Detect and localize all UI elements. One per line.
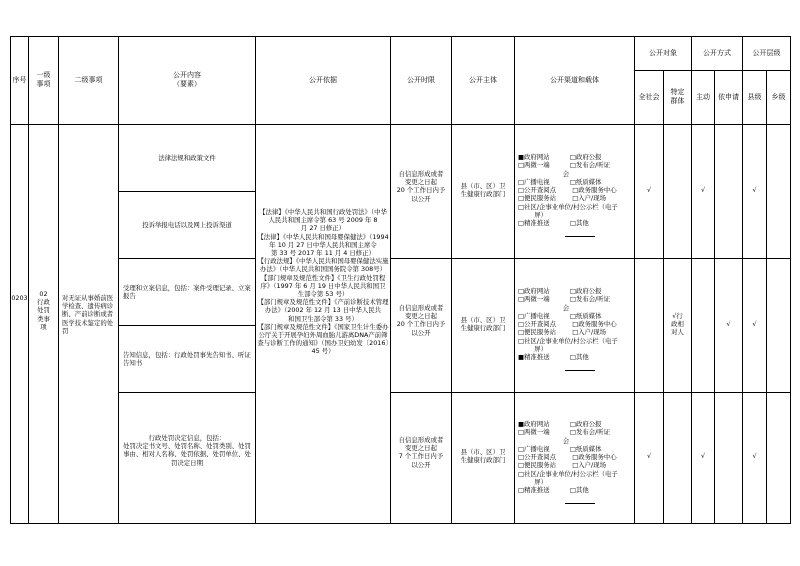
header-method-request-label: 依申请 — [718, 93, 739, 101]
header-target-label: 公开对象 — [649, 49, 677, 57]
group-b-method-active-cell — [691, 258, 715, 393]
group-b-underline — [565, 370, 595, 371]
group-b-target-specific: √行 政相 对人 — [671, 312, 684, 337]
header-method-label: 公开方式 — [703, 49, 731, 57]
header-basis-label: 公开依据 — [309, 76, 337, 84]
header-target-all-label: 全社会 — [638, 93, 660, 101]
group-b-target-all-cell — [634, 258, 664, 393]
content-text-2: 投诉举报电话以及网上投诉渠道 — [142, 221, 232, 229]
group-c-underline — [565, 503, 595, 504]
content-text-3: 受理和立案信息，包括：案件受理记录、立案报告 — [123, 284, 251, 301]
group-c-channels: ■政府网站 □政府公报 □两微一端 □发布会/听证 会 □广播电视 □纸质媒体 □公开查阅点 □政务服务中心 □便民服务站 □入户/现场 □社区/企事业单位/村公示栏（电子 屏） □精准推送 □其他 — [518, 420, 618, 495]
content-text-1: 法律法规和政策文件 — [158, 154, 216, 162]
header-level-county-label: 县级 — [747, 93, 762, 101]
group-c-target-specific-cell — [663, 392, 692, 524]
group-b-level-township-cell — [766, 258, 791, 393]
row-seq-cell — [10, 124, 29, 524]
header-channel-label: 公开渠道和载体 — [550, 76, 599, 84]
header-level2-label: 二级事项 — [74, 76, 103, 84]
group-a-level-county: √ — [752, 186, 757, 194]
group-b-time: 自信息形成或者 变更之日起 20 个工作日内予 以公开 — [396, 304, 446, 337]
group-a-method-active: √ — [700, 186, 706, 194]
group-c-target-all: √ — [646, 452, 652, 460]
header-target-specific-label: 特定 群体 — [670, 88, 685, 105]
group-a-subject: 县（市、区）卫 生健康行政部门 — [460, 182, 506, 199]
group-b-method-request: √ — [726, 320, 731, 328]
group-a-target-all: √ — [646, 186, 652, 194]
header-subject-label: 公开主体 — [469, 76, 497, 84]
group-c-level-township-cell — [766, 392, 791, 524]
header-level-label: 公开层级 — [752, 49, 781, 57]
group-a-time: 自信息形成或者 变更之日起 20 个工作日内予 以公开 — [396, 170, 446, 203]
group-c-subject: 县（市、区）卫 生健康行政部门 — [460, 448, 506, 465]
header-time-label: 公开时限 — [407, 76, 435, 84]
group-a-method-request-cell — [714, 124, 743, 259]
content-text-5: 行政处罚决定信息，包括： 处罚决定书文号、处罚名称、处罚类别、处罚事由、相对人名称、处罚依据、处罚单位、处罚决定日期 — [123, 434, 251, 467]
group-c-time: 自信息形成或者 变更之日起 7 个工作日内予 以公开 — [398, 436, 444, 469]
header-method-active-label: 主动 — [696, 93, 710, 101]
group-c-level-county: √ — [752, 452, 757, 460]
disclosure-table — [10, 36, 791, 524]
header-level1-label: 一级 事项 — [36, 71, 51, 88]
row-basis: 【法律】《中华人民共和国行政处罚法》（中华人民共和国主席令第 63 号 2009 年 8 月 27 日修正） 【法律】《中华人民共和国母婴保健法》（1994 年 10 月 27 日中华人民共和国主席令 第 33 号 2017 年 11 月 4 日修正） 【行政法规】《中华人民共和国母婴保健法实施办法》（中华人民共和国国务院令第 308号） 【部门规章及规范性文件】《卫生行政处罚程序》（1997 年 6 月 19 日中华人民共和国卫 生部令第 53 号） 【部门规章及规范性文件】《产前诊断技术管理办法》（2002 年 12 月 13 日中华人民共 和国卫生部令第 33 号） 【部门规章及规范性文件】《国家卫生计生委办公厅关于开展孕妇外周血胎儿游离DNA产前筛查与诊断工作的通知》（国办卫妇幼发〔2016〕45 号） — [257, 208, 389, 356]
group-a-target-specific-cell — [663, 124, 692, 259]
content-text-4: 告知信息，包括：行政处罚事先告知书、听证告知书 — [123, 351, 251, 368]
group-b-channels: □政府网站 □政府公报 □两微一端 □发布会/听证 会 □广播电视 □纸质媒体 □公开查阅点 □政务服务中心 □便民服务站 □入户/现场 □社区/企事业单位/村公示栏（电子 屏） ■精准推送 □其他 — [518, 287, 618, 362]
group-a-underline — [565, 236, 595, 237]
header-seq-label: 序号 — [12, 76, 27, 84]
group-c-method-active: √ — [700, 452, 706, 460]
group-c-method-request-cell — [714, 392, 743, 524]
group-a-level-township-cell — [766, 124, 791, 259]
row-level2: 对无证从事婚前医学检查、遗传病诊断、产前诊断或者医学技术鉴定的处罚 — [62, 294, 114, 335]
header-level-township-label: 乡级 — [771, 93, 786, 101]
row-seq: 0203 — [11, 294, 28, 302]
group-b-level-county: √ — [752, 320, 757, 328]
header-content-label: 公开内容 （要素） — [173, 71, 201, 88]
group-b-subject: 县（市、区）卫 生健康行政部门 — [460, 316, 506, 333]
group-a-channels: ■政府网站 □政府公报 □两微一端 □发布会/听证 会 □广播电视 □纸质媒体 □公开查阅点 □政务服务中心 □便民服务站 □入户/现场 □社区/企事业单位/村公示栏（电子 屏） □精准推送 □其他 — [518, 153, 618, 228]
row-level1: 02 行政 处罚 类事 项 — [37, 290, 50, 331]
